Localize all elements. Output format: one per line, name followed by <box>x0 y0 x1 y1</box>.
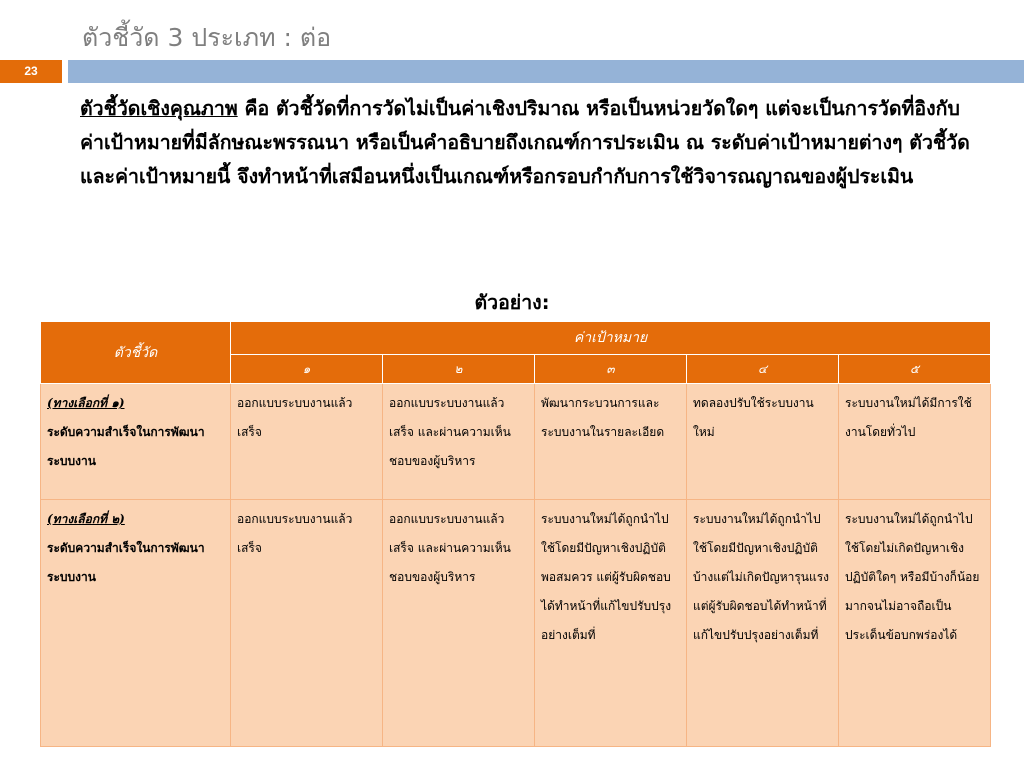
option-label: (ทางเลือกที่ ๑) <box>47 396 125 410</box>
indicator-header: ตัวชี้วัด <box>41 322 231 384</box>
target-cell: ออกแบบระบบงานแล้วเสร็จ และผ่านความเห็นชอบของผู้บริหาร <box>383 500 535 747</box>
definition-text: คือ ตัวชี้วัดที่การวัดไม่เป็นค่าเชิงปริมาณ หรือเป็นหน่วยวัดใดๆ แต่จะเป็นการวัดที่อิงกับค่าเป้าหมายที่มีลักษณะพรรณนา หรือเป็นคำอธิบายถึงเกณฑ์การประเมิน ณ ระดับค่าเป้าหมายต่างๆ ตัวชี้วัดและค่าเป้าหมายนี้ จึงทำหน้าที่เสมือนหนึ่งเป็นเกณฑ์หรือกรอบกำกับการใช้วิจารณญาณของผู้ประเมิน <box>80 97 970 188</box>
page-title: ตัวชี้วัด 3 ประเภท : ต่อ <box>82 23 332 52</box>
indicator-cell <box>41 500 231 747</box>
indicator-name: ระดับความสำเร็จในการพัฒนาระบบงาน <box>47 425 205 468</box>
body-paragraph <box>80 92 980 194</box>
level-header: ๔ <box>687 355 839 384</box>
target-cell: ระบบงานใหม่ได้ถูกนำไปใช้โดยมีปัญหาเชิงปฏิบัติบ้างแต่ไม่เกิดปัญหารุนแรง แต่ผู้รับผิดชอบได้ทำหน้าที่แก้ไขปรับปรุงอย่างเต็มที่ <box>687 500 839 747</box>
indicator-cell <box>41 384 231 500</box>
target-cell: ทดลองปรับใช้ระบบงานใหม่ <box>687 384 839 500</box>
target-cell: ออกแบบระบบงานแล้วเสร็จ <box>231 384 383 500</box>
indicator-name: ระดับความสำเร็จในการพัฒนาระบบงาน <box>47 541 205 584</box>
title-divider-bar <box>68 60 1024 83</box>
level-header: ๕ <box>839 355 991 384</box>
target-cell: ออกแบบระบบงานแล้วเสร็จ และผ่านความเห็นชอบของผู้บริหาร <box>383 384 535 500</box>
defined-term: ตัวชี้วัดเชิงคุณภาพ <box>80 97 238 120</box>
level-header: ๒ <box>383 355 535 384</box>
table-row <box>41 500 991 747</box>
example-label: ตัวอย่าง: <box>474 291 550 314</box>
slide-number: 23 <box>24 64 38 78</box>
target-cell: พัฒนากระบวนการและระบบงานในรายละเอียด <box>535 384 687 500</box>
level-header: ๑ <box>231 355 383 384</box>
criteria-table <box>40 321 991 747</box>
target-cell: ระบบงานใหม่ได้ถูกนำไปใช้โดยไม่เกิดปัญหาเชิงปฏิบัติใดๆ หรือมีบ้างก็น้อยมากจนไม่อาจถือเป็นประเด็นข้อบกพร่องได้ <box>839 500 991 747</box>
option-label: (ทางเลือกที่ ๒) <box>47 512 125 526</box>
target-cell: ออกแบบระบบงานแล้วเสร็จ <box>231 500 383 747</box>
level-header: ๓ <box>535 355 687 384</box>
target-header: ค่าเป้าหมาย <box>231 322 991 355</box>
target-cell: ระบบงานใหม่ได้มีการใช้งานโดยทั่วไป <box>839 384 991 500</box>
table-row <box>41 384 991 500</box>
target-cell: ระบบงานใหม่ได้ถูกนำไปใช้โดยมีปัญหาเชิงปฏิบัติพอสมควร แต่ผู้รับผิดชอบได้ทำหน้าที่แก้ไขปรับปรุงอย่างเต็มที่ <box>535 500 687 747</box>
